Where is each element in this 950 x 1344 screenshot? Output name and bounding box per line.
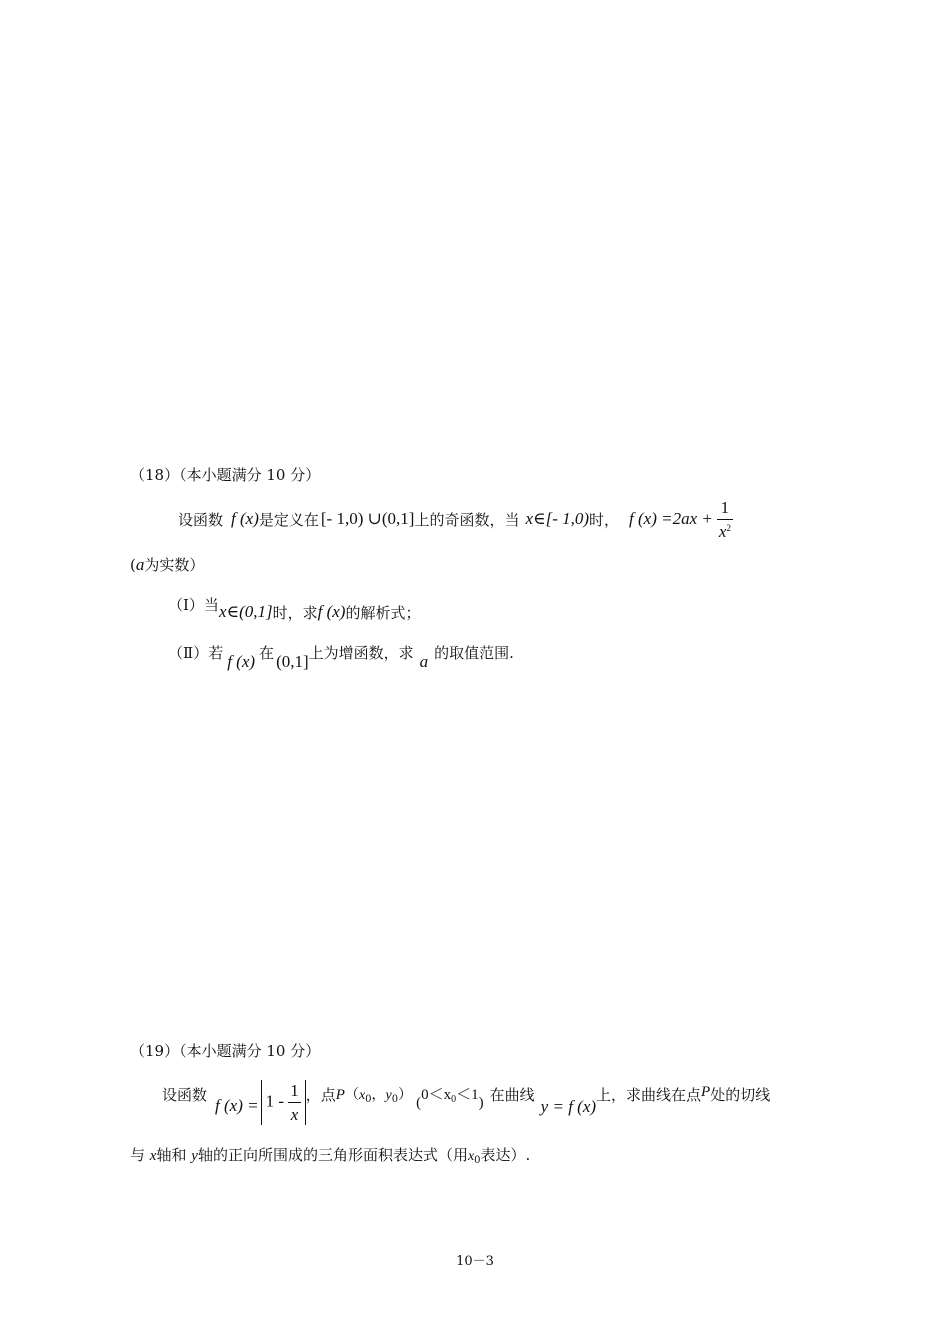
q19-line2-b: 轴和 [156, 1146, 187, 1164]
q18-part2-a: a [419, 652, 429, 671]
q19-f-lhs: f (x) = [215, 1096, 259, 1115]
q18-header: （18）（本小题满分 10 分） [130, 466, 321, 484]
q19-cond-open: ( [416, 1095, 422, 1111]
q19-line2-x0-sub: 0 [474, 1155, 481, 1166]
q19-comma: ， [371, 1087, 386, 1103]
q19-line2 [130, 1144, 530, 1166]
q19-statement-line [162, 1076, 770, 1128]
q18-part2-tail: 上为增函数，求 [308, 644, 414, 662]
q18-x-in: x∈[- 1,0) [525, 509, 590, 528]
q19-line2-d: 表达）. [480, 1146, 531, 1164]
q18-note-b: 为实数） [144, 556, 205, 574]
q18-part2-label: （Ⅱ）若 [168, 644, 224, 662]
q19-line2-x0: x [467, 1149, 475, 1164]
q18-intro-a: 设函数 [178, 510, 224, 529]
q18-formula-den [717, 519, 733, 540]
q19-line2-x: x [149, 1148, 157, 1164]
q19-abs-num: 1 [290, 1080, 299, 1100]
q18-part2-fx: f (x) [227, 652, 256, 671]
q18-formula-num: 1 [720, 497, 730, 517]
q18-intro-b: 是定义在 [258, 510, 319, 529]
q19-abs-expression [261, 1080, 306, 1125]
q19-abs-den: x [288, 1102, 301, 1123]
q19-cond-close: ) [478, 1095, 484, 1111]
q18-part1-tail-a: 时，求 [272, 604, 318, 622]
q18-domain: [- 1,0) ∪(0,1] [320, 509, 415, 528]
q19-point-a: ，点 [305, 1086, 336, 1104]
q19-cond-tail: ＜1 [456, 1087, 479, 1103]
q19-abs-one: 1 - [265, 1090, 284, 1110]
q18-formula-fraction [717, 499, 733, 540]
q18-note [130, 554, 204, 575]
q19-P2: P [701, 1084, 711, 1100]
q18-note-a: a [135, 555, 145, 574]
q19-line2-c: 轴的正向所围成的三角形面积表达式（用 [197, 1146, 468, 1164]
q18-part2-interval: (0,1] [276, 652, 309, 671]
q18-part2-end: 的取值范围. [434, 644, 514, 662]
q19-curve: y = f (x) [540, 1097, 597, 1116]
q19-line2-a: 与 [130, 1146, 146, 1164]
q19-y0: y [385, 1088, 392, 1103]
q18-intro-d: 时， [589, 510, 620, 529]
q19-y0-sub: 0 [391, 1094, 399, 1105]
q19-rest: 上，求曲线在点 [596, 1086, 702, 1104]
q19-point-open: （ [344, 1087, 359, 1103]
q18-part2-in: 在 [259, 644, 275, 662]
q19-P: P [335, 1087, 345, 1103]
q18-den-x: x [718, 521, 727, 541]
q19-condition [416, 1087, 484, 1113]
q19-x0: x [358, 1088, 366, 1103]
q18-part1-tail-b: 的解析式； [345, 604, 421, 622]
q19-x0-sub: 0 [365, 1094, 372, 1105]
q18-formula-lhs: f (x) =2ax + [629, 509, 713, 528]
q19-on-curve: 在曲线 [489, 1086, 535, 1104]
q19-intro: 设函数 [162, 1086, 208, 1104]
q19-rest2: 处的切线 [710, 1086, 771, 1104]
q19-abs-fraction [288, 1082, 301, 1123]
q18-statement-line [178, 496, 733, 542]
q18-den-exp: 2 [726, 522, 731, 533]
q18-part1-cond: x∈(0,1] [218, 602, 273, 621]
q19-point [336, 1084, 412, 1105]
page-number: 10－3 [456, 1254, 494, 1269]
q18-fx: f (x) [231, 509, 259, 528]
q19-cond-sub: 0 [451, 1094, 457, 1105]
q19-cond-text: 0＜x [421, 1087, 452, 1103]
q19-line2-y: y [191, 1148, 198, 1164]
q19-header: （19）（本小题满分 10 分） [130, 1042, 321, 1060]
q18-note-open: ( [130, 556, 136, 574]
q18-part1-label: （Ⅰ）当 [168, 596, 219, 614]
q18-part1-fx: f (x) [317, 602, 346, 621]
q19-cond-body [421, 1087, 479, 1103]
q18-part2 [168, 640, 514, 672]
q18-intro-c: 上的奇函数，当 [414, 510, 520, 529]
q19-point-close: ） [398, 1087, 413, 1103]
q18-part1 [168, 592, 420, 624]
